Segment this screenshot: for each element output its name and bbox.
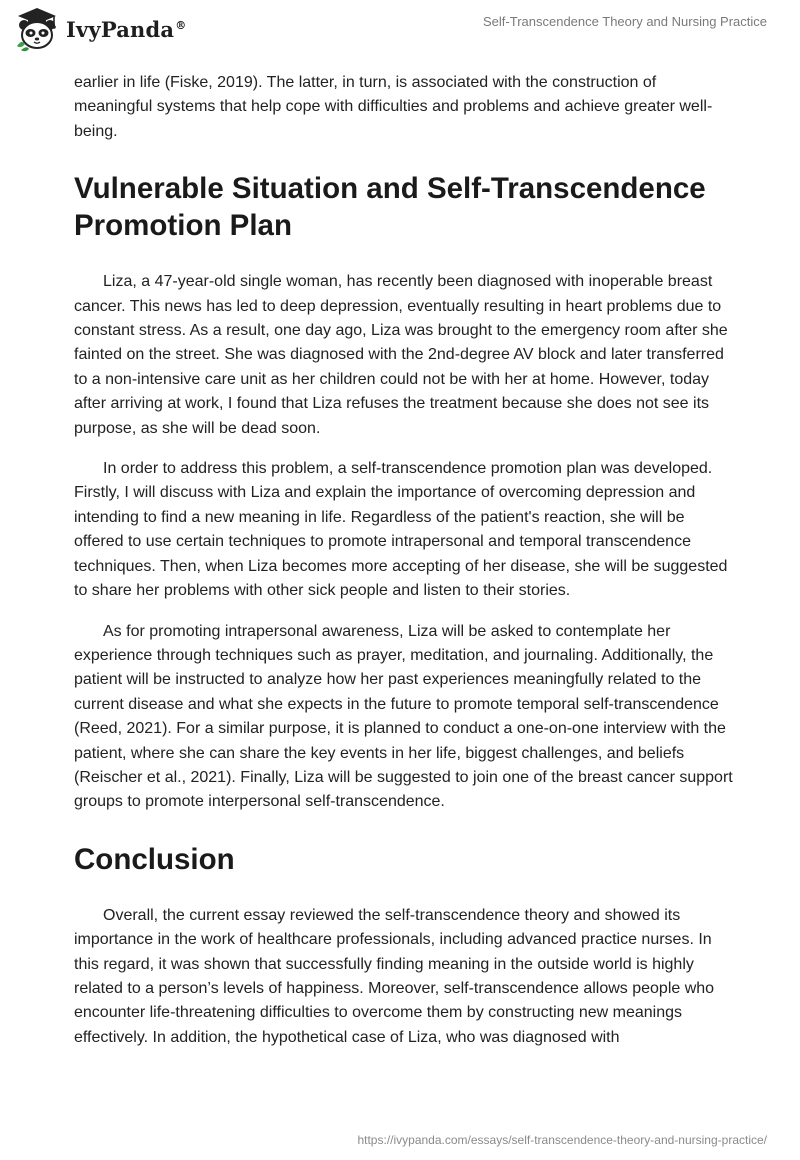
registered-mark: ®: [175, 18, 187, 32]
intro-tail-paragraph: earlier in life (Fiske, 2019). The latter, in turn, is associated with the construction of meaningful systems that help cope with difficulties and problems and achieve greater well-being.: [74, 74, 713, 140]
section-heading-vulnerable-situation: Vulnerable Situation and Self-Transcendence Promotion Plan: [74, 172, 706, 243]
paragraph-intrapersonal-awareness: As for promoting intrapersonal awareness, Liza will be asked to contemplate her experience through techniques such as prayer, meditation, and journaling. Additionally, the patient will be instructed to analyze how her past experiences meaningfully related to the current disease and what she expects in the future to promote temporal self-transcendence (Reed, 2021). For a similar purpose, it is planned to conduct a one-on-one interview with the patient, where she can share the key events in her life, biggest challenges, and beliefs (Reischer et al., 2021). Finally, Liza will be suggested to join one of the breast cancer support groups to promote interpersonal self-transcendence.: [74, 622, 733, 811]
section-heading-conclusion: Conclusion: [74, 842, 235, 876]
essay-content: [74, 71, 734, 1050]
paragraph-conclusion: Overall, the current essay reviewed the self-transcendence theory and showed its importance in the work of healthcare professionals, including advanced practice nurses. In this regard, it was shown that successfully finding meaning in the outside world is highly related to a person’s levels of happiness. Moreover, self-transcendence allows people who encounter life-threatening difficulties to overcome them by constructing new meanings effectively. In addition, the hypothetical case of Liza, who was diagnosed with: [74, 906, 715, 1046]
paragraph-liza-case: Liza, a 47-year-old single woman, has recently been diagnosed with inoperable breast cancer. This news has led to deep depression, eventually resulting in heart problems due to constant stress. As a result, one day ago, Liza was brought to the emergency room after she fainted on the street. She was diagnosed with the 2nd-degree AV block and later transferred to a non-intensive care unit as her children could not be with her at home. However, today after arriving at work, I found that Liza refuses the treatment because she does not see its purpose, as she will be dead soon.: [74, 273, 728, 437]
paragraph-promotion-plan: In order to address this problem, a self-transcendence promotion plan was developed. Firstly, I will discuss with Liza and explain the importance of overcoming depression and intending to find a new meaning in life. Regardless of the patient's reaction, she will be offered to use certain techniques to promote intrapersonal and temporal transcendence techniques. Then, when Liza becomes more accepting of her disease, she will be suggested to share her problems with other sick people and listen to their stories.: [74, 460, 728, 600]
source-url-link[interactable]: https://ivypanda.com/essays/self-transcendence-theory-and-nursing-practice/: [357, 1133, 767, 1147]
ivypanda-logo[interactable]: [14, 6, 186, 52]
logo-wordmark: IvyPanda®: [66, 16, 187, 42]
page-header: [0, 0, 800, 68]
running-title: Self-Transcendence Theory and Nursing Practice: [483, 14, 767, 29]
panda-logo-icon: [14, 6, 60, 52]
